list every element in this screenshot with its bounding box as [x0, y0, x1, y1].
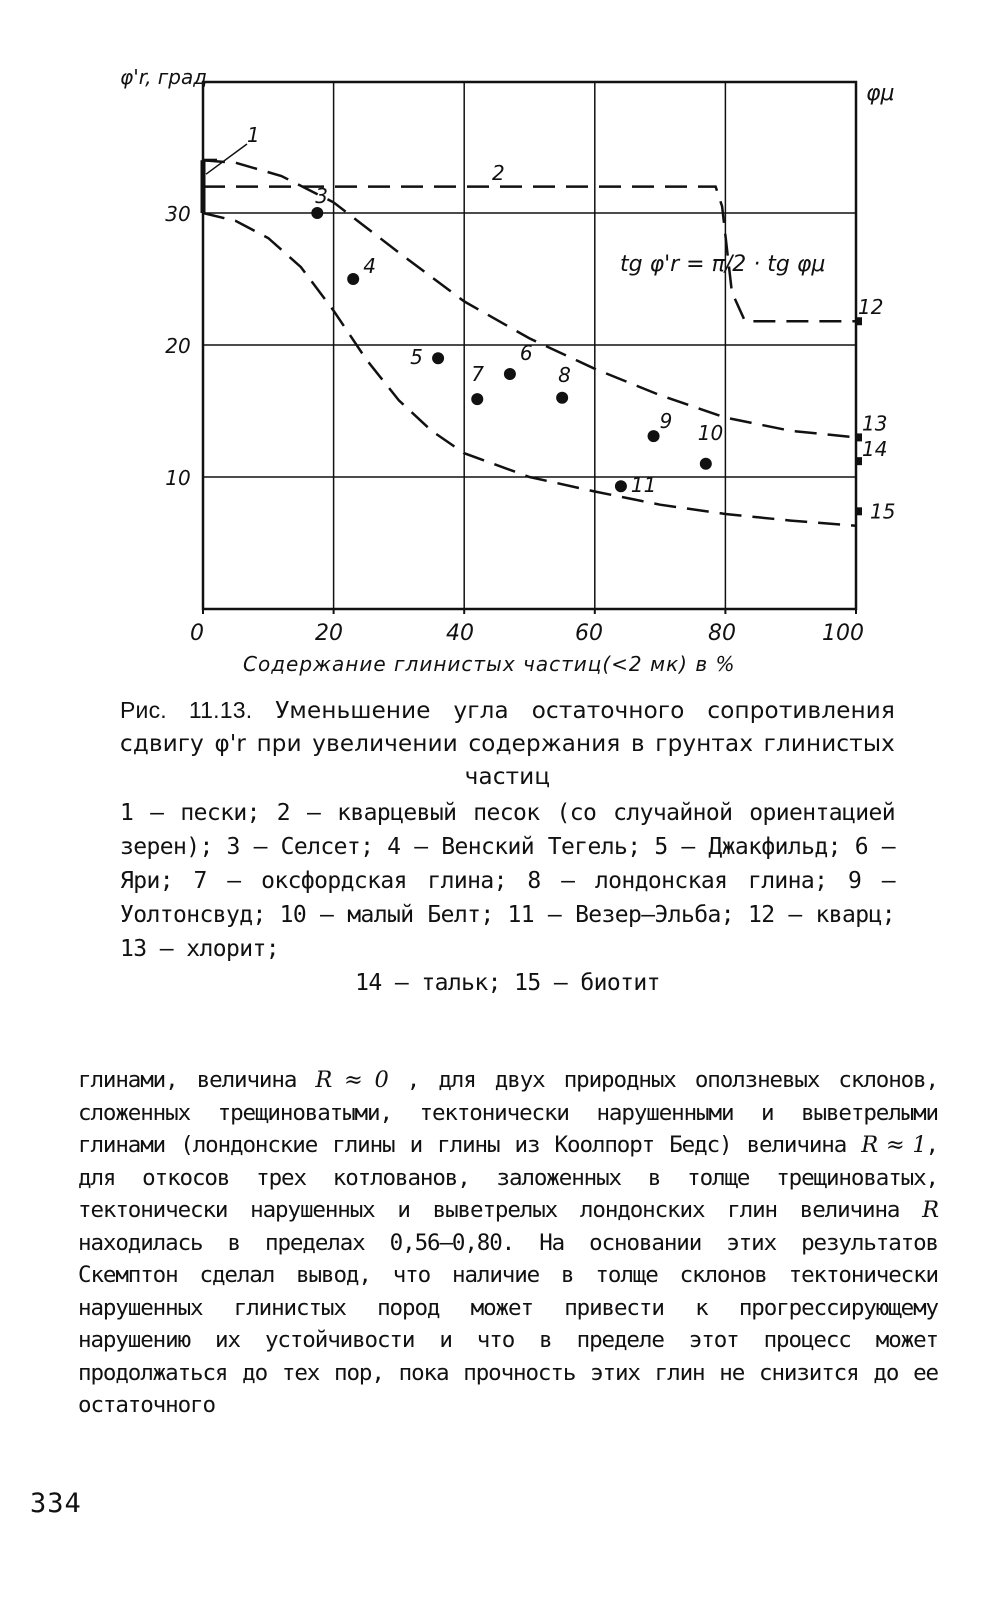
point-label: 7: [471, 362, 484, 387]
right-marker: [855, 457, 862, 465]
legend-text-last: 14 – тальк; 15 – биотит: [355, 970, 660, 996]
formula: tg φ'r = π/2 · tg φμ: [620, 252, 826, 277]
x-tick-label: 40: [446, 621, 474, 646]
data-point: [471, 393, 483, 405]
y-tick-label: 10: [165, 466, 191, 490]
y-tick-label: 30: [165, 202, 191, 226]
envelope-curve: [203, 160, 856, 437]
y-axis-label: φ'r, град: [120, 65, 208, 89]
point-label: 11: [630, 473, 657, 498]
data-point: [504, 368, 516, 380]
data-point: [556, 392, 568, 404]
point-label: 1: [247, 123, 260, 147]
data-point: [700, 458, 712, 470]
point-label: 10: [697, 420, 724, 445]
data-point: [432, 352, 444, 364]
x-tick-label: 100: [822, 621, 864, 646]
x-axis-label: Содержание глинистых частиц(<2 мк) в %: [243, 652, 736, 676]
figure-chart: [0, 0, 993, 690]
data-point: [311, 207, 323, 219]
chart-labels: [165, 123, 895, 646]
data-point: [648, 430, 660, 442]
body-paragraph: [78, 1064, 938, 1422]
x-tick-label: 60: [575, 621, 603, 646]
y-tick-label: 20: [165, 334, 191, 358]
page-number: 334: [30, 1488, 82, 1519]
point-label: 8: [558, 362, 571, 387]
right-marker: [855, 507, 862, 515]
figure-caption: [120, 694, 895, 794]
body-text-1: глинами, величина: [78, 1067, 316, 1093]
point-label: 4: [363, 254, 376, 278]
r-value-3: R: [922, 1197, 938, 1223]
x-tick-label: 0: [190, 621, 204, 646]
point-label: 9: [659, 409, 673, 434]
data-point: [347, 273, 359, 285]
body-text-2: , для двух природных оползневых склонов, сложенных трещиноватыми, тектонически нарушенными и выветрелыми глинами (лондонские глины и глины из Коолпорт Бедс) величина: [78, 1067, 938, 1158]
legend-text: 1 – пески; 2 – кварцевый песок (со случайной ориентацией зерен); 3 – Селсет; 4 – Венский Тегель; 5 – Джакфильд; 6 – Яри; 7 – оксфордская глина; 8 – лондонская глина; 9 – Уолтонсвуд; 10 – малый Белт; 11 – Везер–Эльба; 12 – кварц; 13 – хлорит;: [120, 800, 895, 962]
point-label: 2: [492, 161, 505, 185]
right-marker: [855, 433, 862, 441]
point-label: 13: [862, 411, 888, 436]
r-value-1: R ≈ 0: [315, 1067, 388, 1093]
body-text-3: , для откосов трех котлованов, заложенных в толще трещиноватых, тектонически нарушенных и выветрелых лондонских глин величина: [78, 1132, 938, 1223]
x-tick-label: 80: [708, 621, 736, 646]
point-label: 3: [315, 184, 329, 208]
figure-legend: [120, 796, 895, 1000]
point-label: 12: [858, 295, 884, 320]
chart-marks: [203, 144, 862, 515]
figure-caption-text: Уменьшение угла остаточного сопротивления сдвигу φ'r при увеличении содержания в грунтах глинистых частиц: [120, 698, 895, 790]
body-text-4: находилась в пределах 0,56–0,80. На основании этих результатов Скемптон сделал вывод, что наличие в толще склонов тектонически нарушенных глинистых пород может привести к прогрессирующему нарушению их устойчивости и что в пределе этот процесс может продолжаться до тех пор, пока прочность этих глин не снизится до ее остаточного: [78, 1229, 938, 1418]
r-value-2: R ≈ 1: [861, 1132, 926, 1158]
figure-number: Рис. 11.13.: [120, 697, 253, 723]
point-label: 15: [870, 499, 896, 524]
point-label: 5: [410, 345, 423, 370]
point-label: 14: [862, 437, 888, 462]
x-tick-label: 20: [315, 621, 343, 646]
point-label: 6: [519, 341, 533, 366]
y2-axis-label: φμ: [866, 81, 895, 106]
data-point: [615, 480, 627, 492]
